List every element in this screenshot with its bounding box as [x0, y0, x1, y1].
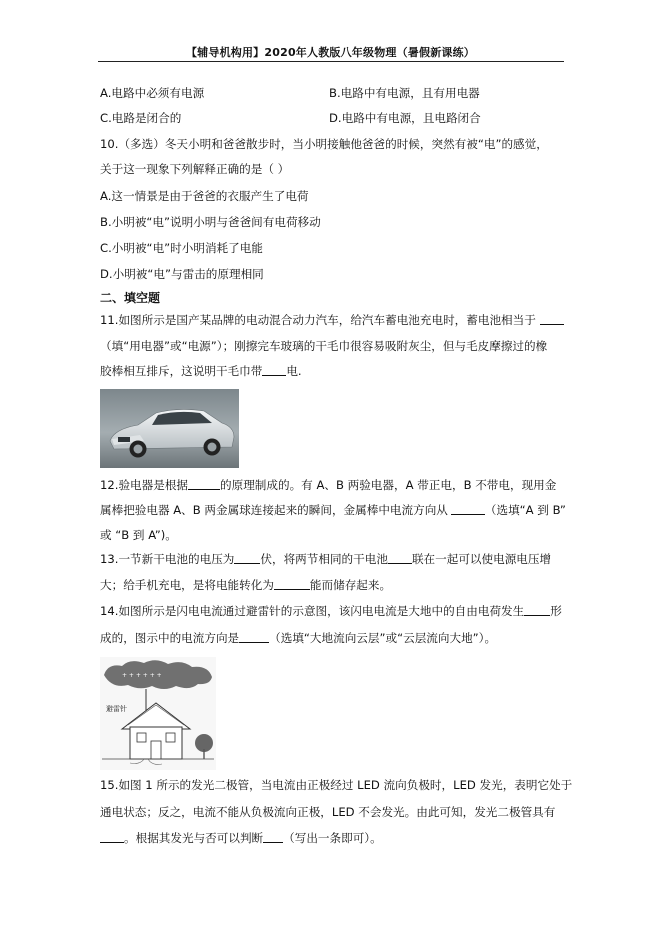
- q13-blank-2[interactable]: [388, 552, 412, 564]
- q12-line1: 12.验电器是根据 的原理制成的。有 A、B 两验电器，A 带正电，B 不带电，现用金: [100, 478, 557, 492]
- q12-blank-1[interactable]: [188, 478, 220, 490]
- q14-blank-2[interactable]: [239, 631, 269, 643]
- q10-option-a: A.这一情景是由于爸爸的衣服产生了电荷: [100, 189, 309, 203]
- q11-line1: 11.如图所示是国产某品牌的电动混合动力汽车，给汽车蓄电池充电时，蓄电池相当于: [100, 313, 564, 328]
- q11-line2: （填“用电器”或“电源”）；刚擦完车玻璃的干毛巾很容易吸附灰尘，但与毛皮摩擦过的橡: [100, 339, 548, 353]
- q13-line2: 大；给手机充电，是将电能转化为 能而储存起来。: [100, 578, 392, 592]
- q13-blank-1[interactable]: [234, 552, 260, 564]
- q12-line2: 属棒把验电器 A、B 两金属球连接起来的瞬间，金属棒中电流方向从 （选填“A 到 B”: [100, 503, 566, 517]
- header-rule: [98, 61, 564, 62]
- q12-line3: 或 “B 到 A”)。: [100, 528, 177, 542]
- q11-blank-2[interactable]: [262, 364, 286, 376]
- page-header: 【辅导机构用】2020年人教版八年级物理（暑假新课练）: [185, 46, 475, 59]
- q15-blank-2[interactable]: [263, 831, 283, 843]
- q10-option-c: C.小明被“电”时小明消耗了电能: [100, 241, 263, 255]
- q10-stem-line2: 关于这一现象下列解释正确的是（ ）: [100, 162, 290, 176]
- lightning-rod-image: [100, 657, 216, 770]
- q9-option-a: A.电路中必须有电源: [100, 86, 205, 100]
- q11-line3: 胶棒相互排斥，这说明干毛巾带 电.: [100, 364, 302, 378]
- svg-text:+ + + + + +: + + + + + +: [122, 672, 162, 679]
- q10-stem-line1: 10.（多选）冬天小明和爸爸散步时，当小明接触他爸爸的时候，突然有被“电”的感觉，: [100, 137, 548, 151]
- q15-line3: 。根据其发光与否可以判断 （写出一条即可）。: [100, 831, 382, 846]
- q9-option-d: D.电路中有电源，且电路闭合: [329, 111, 481, 125]
- q14-line1: 14.如图所示是闪电电流通过避雷针的示意图，该闪电电流是大地中的自由电荷发生 形: [100, 604, 562, 618]
- lightning-rod-label: 避雷针: [106, 705, 127, 713]
- section-title-fill-in: 二、填空题: [100, 291, 161, 305]
- q14-blank-1[interactable]: [524, 604, 550, 616]
- q9-option-b: B.电路中有电源，且有用电器: [329, 86, 480, 100]
- q15-line2: 通电状态；反之，电流不能从负极流向正极，LED 不会发光。由此可知，发光二极管具有: [100, 805, 556, 819]
- q10-option-b: B.小明被“电”说明小明与爸爸间有电荷移动: [100, 215, 321, 229]
- hybrid-car-image: [100, 389, 239, 468]
- q12-blank-2[interactable]: [451, 503, 485, 515]
- q14-line2: 成的，图示中的电流方向是 （选填“大地流向云层”或“云层流向大地”）。: [100, 631, 497, 645]
- q15-line1: 15.如图 1 所示的发光二极管，当电流由正极经过 LED 流向负极时，LED 发光，表明它处于: [100, 778, 573, 792]
- q9-option-c: C.电路是闭合的: [100, 111, 182, 125]
- q13-line1: 13.一节新干电池的电压为 伏，将两节相同的干电池 联在一起可以使电源电压增: [100, 552, 552, 566]
- q13-blank-3[interactable]: [274, 578, 310, 590]
- q15-blank-1[interactable]: [100, 831, 124, 843]
- q11-blank-1[interactable]: [540, 313, 564, 325]
- q10-option-d: D.小明被“电”与雷击的原理相同: [100, 267, 264, 281]
